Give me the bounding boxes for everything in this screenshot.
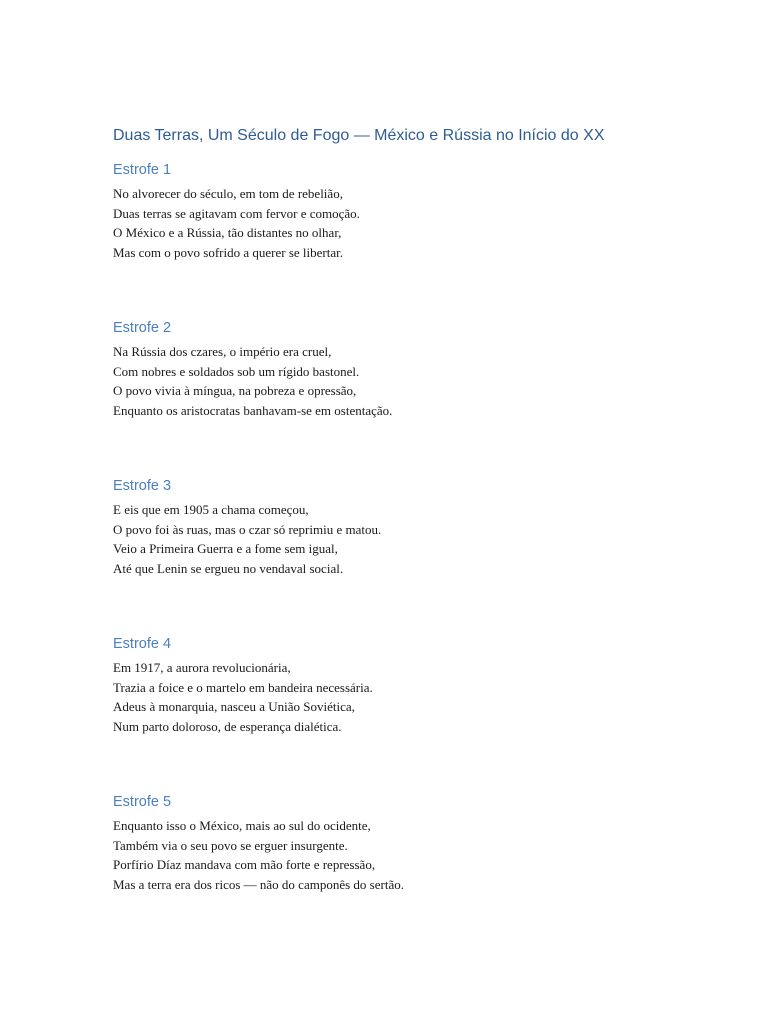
verse-line: Mas a terra era dos ricos — não do camponês do sertão. <box>113 876 404 892</box>
stanza-heading: Estrofe 1 <box>113 162 172 178</box>
stanza-2 <box>113 318 733 420</box>
verse-line: Trazia a foice e o martelo em bandeira necessária. <box>113 679 373 695</box>
verse-line: Enquanto isso o México, mais ao sul do ocidente, <box>113 818 371 833</box>
page-title: Duas Terras, Um Século de Fogo — México e Rússia no Início do XX <box>113 127 605 144</box>
stanza-heading: Estrofe 3 <box>113 478 172 494</box>
verse-line: Porfírio Díaz mandava com mão forte e repressão, <box>113 857 376 872</box>
verse-line: Também via o seu povo se erguer insurgente. <box>113 837 348 853</box>
verse-line: Adeus à monarquia, nasceu a União Soviética, <box>113 699 355 714</box>
stanza-3 <box>113 476 733 578</box>
stanza-heading: Estrofe 2 <box>113 320 172 336</box>
stanza-1 <box>113 160 733 262</box>
stanza-heading: Estrofe 4 <box>113 636 172 652</box>
verse-line: Até que Lenin se ergueu no vendaval social. <box>113 560 344 576</box>
stanza-4 <box>113 634 733 736</box>
verse-line: No alvorecer do século, em tom de rebelião, <box>113 186 343 201</box>
verse-line: Veio a Primeira Guerra e a fome sem igual, <box>113 541 338 556</box>
verse-line: Duas terras se agitavam com fervor e comoção. <box>113 205 360 221</box>
verse-line: E eis que em 1905 a chama começou, <box>113 502 309 517</box>
verse-line: Enquanto os aristocratas banhavam-se em ostentação. <box>113 402 393 418</box>
verse-line: O México e a Rússia, tão distantes no olhar, <box>113 225 342 240</box>
stanza-5 <box>113 792 733 894</box>
verse-line: Com nobres e soldados sob um rígido bastonel. <box>113 363 360 379</box>
verse-line: Num parto doloroso, de esperança dialética. <box>113 718 342 734</box>
verse-line: Mas com o povo sofrido a querer se libertar. <box>113 244 343 260</box>
verse-line: Na Rússia dos czares, o império era cruel, <box>113 344 332 359</box>
document-page <box>113 124 733 950</box>
verse-line: Em 1917, a aurora revolucionária, <box>113 660 291 675</box>
stanza-heading: Estrofe 5 <box>113 794 172 810</box>
verse-line: O povo vivia à míngua, na pobreza e opressão, <box>113 383 357 398</box>
verse-line: O povo foi às ruas, mas o czar só reprimiu e matou. <box>113 521 382 537</box>
